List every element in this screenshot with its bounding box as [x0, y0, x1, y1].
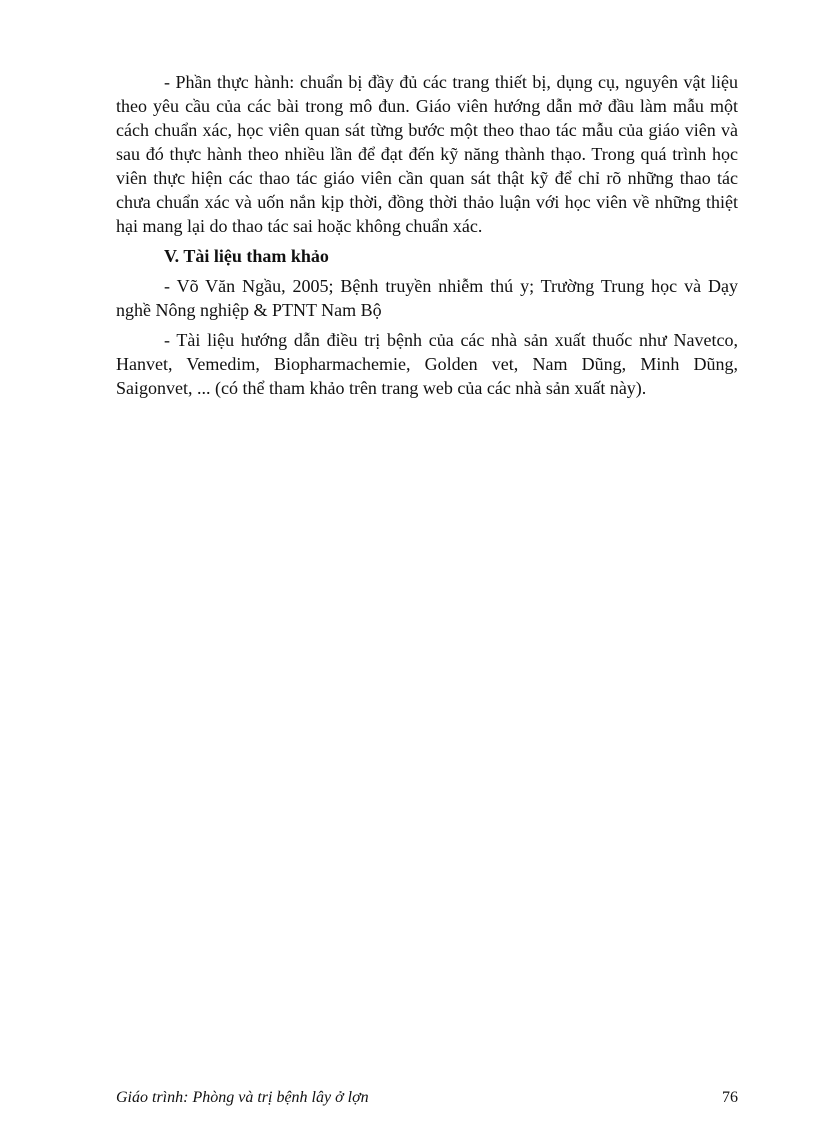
- section-heading: V. Tài liệu tham khảo: [164, 246, 329, 266]
- reference-item: - Võ Văn Ngầu, 2005; Bệnh truyền nhiễm thú y; Trường Trung học và Dạy nghề Nông nghiệp & PTNT Nam Bộ: [116, 276, 738, 320]
- document-body: [116, 70, 738, 406]
- footer-title: Giáo trình: Phòng và trị bệnh lây ở lợn: [116, 1089, 369, 1106]
- page-number: 76: [722, 1089, 738, 1106]
- reference-item: - Tài liệu hướng dẫn điều trị bệnh của các nhà sản xuất thuốc như Navetco, Hanvet, Vemedim, Biopharmachemie, Golden vet, Nam Dũng, Minh Dũng, Saigonvet, ... (có thể tham khảo trên trang web của các nhà sản xuất này).: [116, 330, 738, 398]
- practice-paragraph: - Phần thực hành: chuẩn bị đầy đủ các trang thiết bị, dụng cụ, nguyên vật liệu theo yêu cầu của các bài trong mô đun. Giáo viên hướng dẫn mở đầu làm mẫu một cách chuẩn xác, học viên quan sát từng bước một theo thao tác mẫu của giáo viên và sau đó thực hành theo nhiều lần để đạt đến kỹ năng thành thạo. Trong quá trình học viên thực hiện các thao tác giáo viên cần quan sát thật kỹ để chỉ rõ những thao tác chưa chuẩn xác và uốn nắn kịp thời, đồng thời thảo luận với học viên về những thiệt hại mang lại do thao tác sai hoặc không chuẩn xác.: [116, 72, 738, 236]
